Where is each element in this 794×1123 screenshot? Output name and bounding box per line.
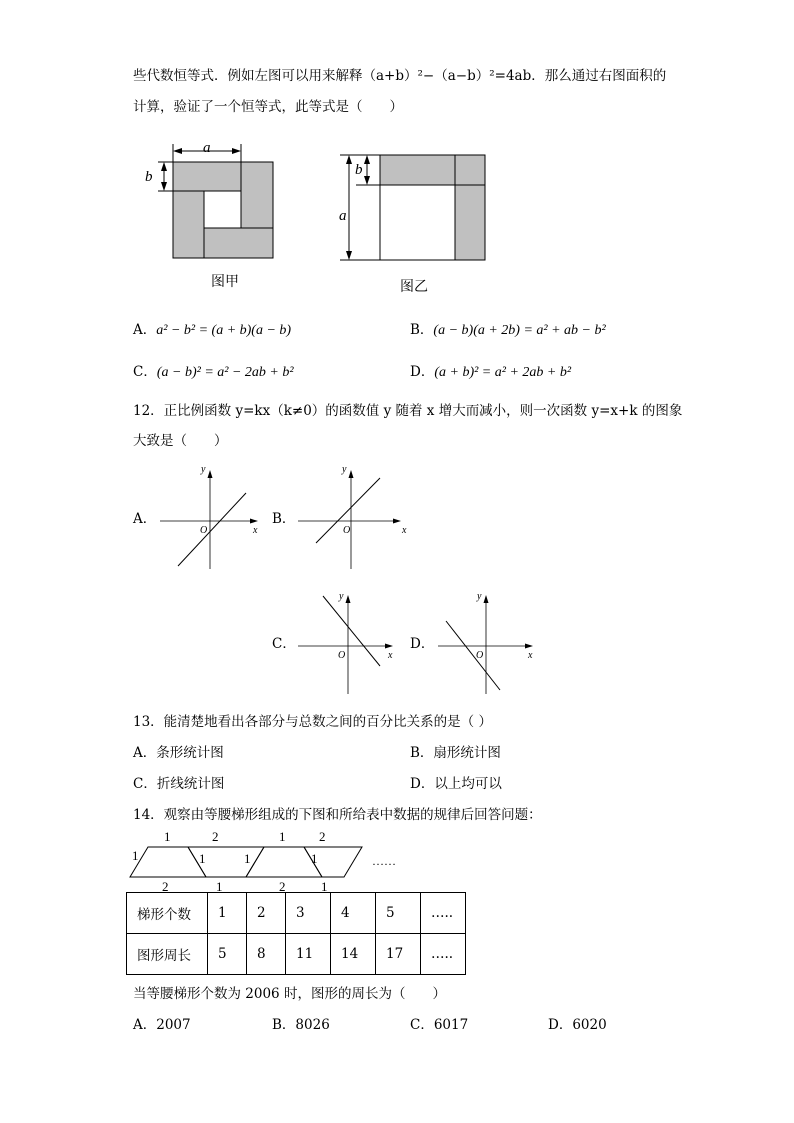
q14-stem: 14．观察由等腰梯形组成的下图和所给表中数据的规律后回答问题：: [133, 807, 542, 823]
trap-label: 1: [311, 851, 318, 866]
trap-label: 1: [199, 851, 206, 866]
q12-graph-d[interactable]: [438, 588, 548, 698]
q12-stem-line2: 大致是（ ）: [133, 433, 228, 449]
q12-option-b-label[interactable]: B．: [272, 511, 296, 527]
q11-stem-line2: 计算，验证了一个恒等式，此等式是（ ）: [133, 99, 403, 115]
axis-y-label: y: [201, 464, 206, 475]
q14-data-table: [126, 892, 466, 975]
figure-jia: [140, 138, 280, 263]
axis-x-label: x: [528, 650, 533, 661]
q12-graph-a[interactable]: [160, 463, 270, 573]
axis-x-label: x: [253, 525, 258, 536]
table-cell: 1: [208, 893, 247, 934]
table-row: [127, 934, 466, 975]
q12-graph-b[interactable]: [298, 463, 413, 573]
q11-option-a[interactable]: A．a² − b² = (a + b)(a − b): [133, 322, 292, 338]
table-cell: 14: [331, 934, 376, 975]
q13-option-b[interactable]: B．扇形统计图: [410, 745, 501, 761]
trap-label: 2: [162, 879, 169, 894]
table-cell: 图形周长: [127, 934, 208, 975]
figure-jia-square: [173, 162, 273, 258]
q14-option-d[interactable]: D．6020: [548, 1017, 607, 1033]
table-cell: 17: [376, 934, 421, 975]
q12-graph-c[interactable]: [298, 588, 408, 698]
figure-yi-label-a: a: [339, 208, 347, 224]
trap-label: 1: [279, 829, 286, 844]
q14-option-a[interactable]: A．2007: [133, 1017, 191, 1033]
q13-option-d[interactable]: D．以上均可以: [410, 776, 502, 792]
figure-yi-square: [380, 155, 485, 260]
q11-option-d[interactable]: D．(a + b)² = a² + 2ab + b²: [410, 364, 572, 380]
trap-label: 2: [212, 829, 219, 844]
table-cell: 4: [331, 893, 376, 934]
trap-label: 1: [216, 879, 223, 894]
q13-option-c[interactable]: C．折线统计图: [133, 776, 225, 792]
trap-label: 1: [164, 829, 171, 844]
q13-option-a[interactable]: A．条形统计图: [133, 745, 224, 761]
q12-option-d-label[interactable]: D．: [410, 636, 435, 652]
trap-label: 2: [279, 879, 286, 894]
table-cell: …..: [421, 893, 466, 934]
origin-label: O: [343, 525, 351, 536]
figure-yi-caption: 图乙: [400, 279, 428, 295]
trap-ellipsis: ……: [372, 854, 396, 868]
q14-option-c[interactable]: C．6017: [410, 1017, 469, 1033]
q11-stem-line1: 些代数恒等式．例如左图可以用来解释（a+b）²−（a−b）²=4ab．那么通过右图面积的: [133, 68, 667, 84]
q11-option-c[interactable]: C．(a − b)² = a² − 2ab + b²: [133, 364, 294, 380]
origin-label: O: [476, 650, 484, 661]
figure-jia-label-a: a: [203, 140, 211, 156]
q14-question: 当等腰梯形个数为 2006 时，图形的周长为（ ）: [133, 986, 446, 1002]
figure-jia-caption: 图甲: [211, 274, 239, 290]
origin-label: O: [200, 525, 208, 536]
table-cell: 2: [247, 893, 286, 934]
origin-label: O: [338, 650, 346, 661]
figure-yi-label-b: b: [355, 162, 363, 178]
axis-y-label: y: [477, 591, 482, 602]
table-cell: 5: [208, 934, 247, 975]
table-cell: 11: [286, 934, 331, 975]
q12-stem-line1: 12．正比例函数 y=kx（k≠0）的函数值 y 随着 x 增大而减小，则一次函数 y=x+k 的图象: [133, 403, 683, 419]
q14-option-b[interactable]: B．8026: [272, 1017, 330, 1033]
table-row: [127, 893, 466, 934]
table-cell: 梯形个数: [127, 893, 208, 934]
axis-y-label: y: [342, 464, 347, 475]
trap-label: 1: [132, 848, 139, 863]
figure-jia-label-b: b: [145, 169, 153, 185]
figure-jia-dimension-b: [158, 162, 173, 191]
axis-x-label: x: [388, 650, 393, 661]
q14-trapezoid-figure: [126, 826, 416, 894]
trap-label: 2: [319, 829, 326, 844]
trap-label: 1: [321, 879, 328, 894]
trap-label: 1: [244, 851, 251, 866]
table-cell: 5: [376, 893, 421, 934]
axis-x-label: x: [402, 525, 407, 536]
q12-option-a-label[interactable]: A．: [133, 511, 157, 527]
table-cell: …..: [421, 934, 466, 975]
table-cell: 3: [286, 893, 331, 934]
q11-option-b[interactable]: B．(a − b)(a + 2b) = a² + ab − b²: [410, 322, 606, 338]
figure-yi: [336, 146, 490, 264]
axis-y-label: y: [339, 591, 344, 602]
table-cell: 8: [247, 934, 286, 975]
q12-option-c-label[interactable]: C．: [272, 636, 296, 652]
q13-stem: 13．能清楚地看出各部分与总数之间的百分比关系的是（ ）: [133, 714, 492, 730]
